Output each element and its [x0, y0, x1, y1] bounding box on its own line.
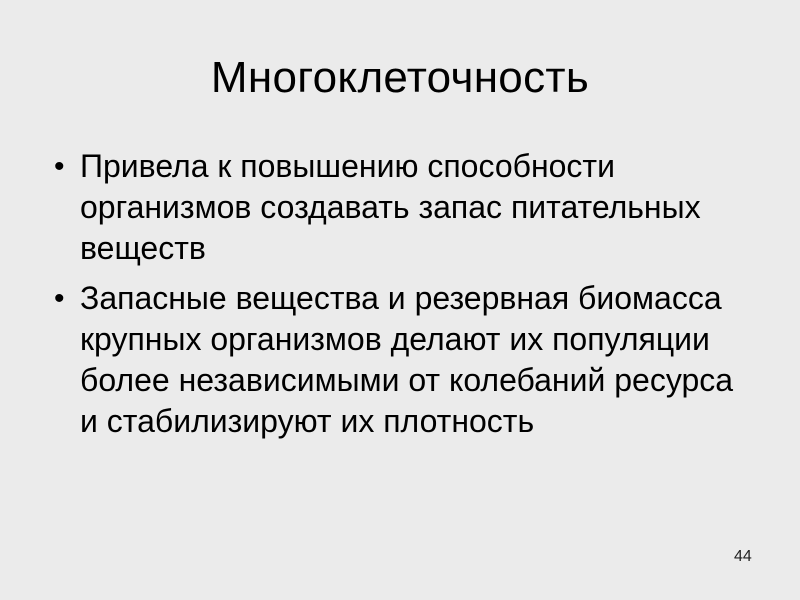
bullet-marker-icon: • [54, 282, 65, 315]
slide-title: Многоклеточность [210, 53, 590, 102]
bullet-marker-icon: • [54, 150, 65, 183]
bullet-text: Привела к повышению способности организмов создавать запас питательных веществ [80, 148, 701, 266]
bullet-item [54, 146, 754, 269]
bullet-text: Запасные вещества и резервная биомасса крупных организмов делают их популяции более независимыми от колебаний ресурса и стабилизируют их плотность [80, 280, 734, 439]
page-number: 44 [734, 548, 752, 565]
bullet-item [54, 278, 754, 442]
bullet-list [54, 146, 754, 451]
